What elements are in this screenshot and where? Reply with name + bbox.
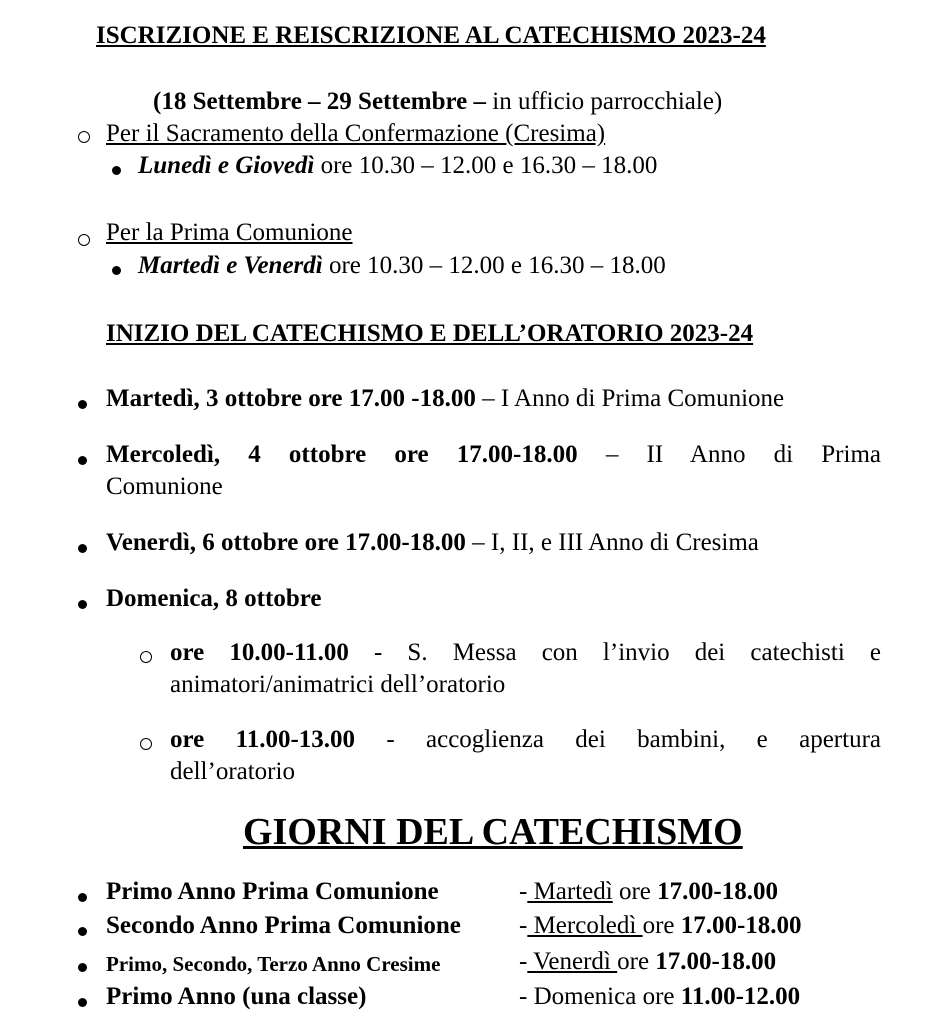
sub-time: ore 10.00-11.00 <box>170 639 349 666</box>
bullet-icon <box>104 152 128 184</box>
schedule-hours: ore 10.30 – 12.00 e 16.30 – 18.00 <box>314 152 658 179</box>
ring-bullet-icon <box>72 223 96 255</box>
inizio-item-martedi <box>106 383 784 415</box>
giorni-group: Secondo Anno Prima Comunione <box>106 912 461 939</box>
schedule-hours: ore 10.30 – 12.00 e 16.30 – 18.00 <box>322 252 666 279</box>
dash: - <box>519 912 528 939</box>
item-desc: – I, II, e III Anno di Cresima <box>465 529 759 556</box>
inizio-title: INIZIO DEL CATECHISMO E DELL’ORATORIO 2023-24 <box>106 320 754 347</box>
giorni-group: Primo Anno Prima Comunione <box>106 878 439 905</box>
schedule-days: Lunedì e Giovedì <box>138 152 315 179</box>
domenica-sub-messa-cont: animatori/animatrici dell’oratorio <box>170 671 506 698</box>
period-location: in ufficio parrocchiale) <box>486 88 723 115</box>
giorni-day: Mercoledì <box>527 912 643 939</box>
ore: ore <box>642 912 681 939</box>
ring-bullet-icon <box>134 640 158 672</box>
giorni-day: Domenica <box>527 983 637 1010</box>
giorni-time: 17.00-18.00 <box>655 948 777 975</box>
group-schedule-comunione <box>138 250 666 282</box>
domenica-sub-accoglienza <box>170 724 881 756</box>
ring-bullet-icon <box>134 727 158 759</box>
item-date: Mercoledì, 4 ottobre ore 17.00-18.00 <box>106 441 578 468</box>
giorni-time: 17.00-18.00 <box>657 878 778 905</box>
schedule-days: Martedì e Venerdì <box>138 252 323 279</box>
group-label-comunione: Per la Prima Comunione <box>106 219 353 246</box>
ore: ore <box>636 983 681 1010</box>
inizio-item-domenica: Domenica, 8 ottobre <box>106 585 322 612</box>
group-schedule-cresima <box>138 150 657 182</box>
bullet-icon <box>70 984 94 1016</box>
sub-desc: - accoglienza dei bambini, e apertura <box>355 726 881 753</box>
giorni-schedule <box>519 946 776 978</box>
inizio-item-mercoledi <box>106 439 881 471</box>
dash: - <box>519 878 528 905</box>
sub-desc: - S. Messa con l’invio dei catechisti e <box>348 639 882 666</box>
bullet-icon <box>104 252 128 284</box>
item-date: Martedì, 3 ottobre ore 17.00 -18.00 <box>106 385 476 412</box>
ore: ore <box>617 948 656 975</box>
giorni-time: 17.00-18.00 <box>680 912 802 939</box>
iscrizione-period <box>153 86 722 118</box>
ring-bullet-icon <box>72 120 96 152</box>
domenica-sub-accoglienza-cont: dell’oratorio <box>170 758 295 785</box>
item-desc: – II Anno di Prima <box>577 441 881 468</box>
group-label-cresima: Per il Sacramento della Confermazione (Cresima) <box>106 120 606 147</box>
iscrizione-title: ISCRIZIONE E REISCRIZIONE AL CATECHISMO 2023-24 <box>96 22 766 49</box>
inizio-item-mercoledi-cont: Comunione <box>106 473 223 500</box>
giorni-day: Venerdì <box>527 948 618 975</box>
dash: - <box>519 983 528 1010</box>
bullet-icon <box>70 913 94 945</box>
bullet-icon <box>70 586 94 618</box>
giorni-group: Primo, Secondo, Terzo Anno Cresime <box>106 952 441 976</box>
dash: - <box>519 948 528 975</box>
giorni-schedule <box>519 876 778 908</box>
period-dates: (18 Settembre – 29 Settembre – <box>153 88 487 115</box>
item-desc: – I Anno di Prima Comunione <box>475 385 785 412</box>
bullet-icon <box>70 530 94 562</box>
sub-time: ore 11.00-13.00 <box>170 726 356 753</box>
bullet-icon <box>70 879 94 911</box>
giorni-group: Primo Anno (una classe) <box>106 983 367 1010</box>
ore: ore <box>612 878 658 905</box>
inizio-item-venerdi <box>106 527 759 559</box>
giorni-time: 11.00-12.00 <box>680 983 801 1010</box>
giorni-schedule <box>519 910 802 942</box>
bullet-icon <box>70 386 94 418</box>
bullet-icon <box>70 949 94 981</box>
giorni-title: GIORNI DEL CATECHISMO <box>243 811 743 853</box>
bullet-icon <box>70 442 94 474</box>
giorni-schedule <box>519 981 800 1013</box>
item-date: Venerdì, 6 ottobre ore 17.00-18.00 <box>106 529 466 556</box>
giorni-day: Martedì <box>527 878 613 905</box>
domenica-sub-messa <box>170 637 881 669</box>
